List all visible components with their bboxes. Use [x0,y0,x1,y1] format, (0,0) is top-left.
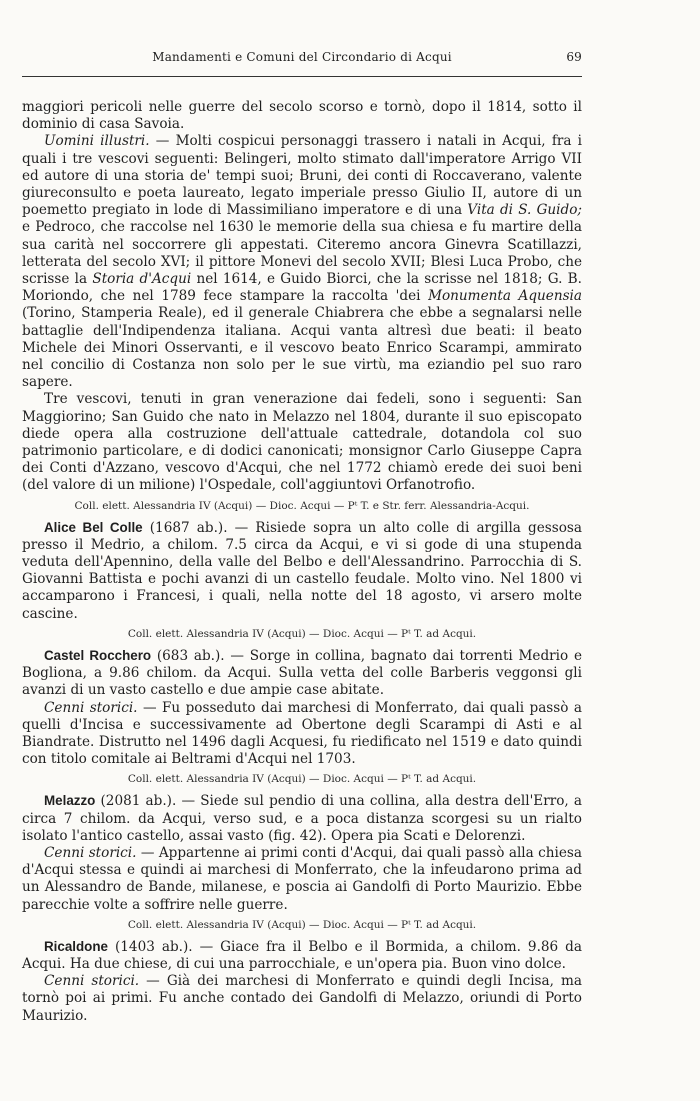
cenni-storici-paragraph: Cenni storici. — Fu posseduto dai marchesi di Monferrato, dai quali passò a quelli d'Incisa e successivamente ad Obertone degli Scarampi di Asti e al Biandrate. Distrutto nel 1496 dagli Acquesi, fu riedificato nel 1519 e dato quindi con titolo comitale ai Beltrami d'Acqui nel 1703. [22,699,582,768]
entry-castel-rocchero: Castel Rocchero (683 ab.). — Sorge in collina, bagnato dai torrenti Medrio e Bogliona, a 9.86 chilom. da Acqui. Sulla vetta del colle Barberis veggonsi gli avanzi di un vasto castello e due ampie case abitate. [22,647,582,699]
collegio-line: Coll. elett. Alessandria IV (Acqui) — Dioc. Acqui — Pᵗ T. ad Acqui. [127,918,477,931]
page-body [22,99,582,1025]
entry-name: Ricaldone [44,938,108,954]
header-rule [22,76,582,77]
collegio-line: Coll. elett. Alessandria IV (Acqui) — Dioc. Acqui — Pᵗ T. ad Acqui. [127,773,477,786]
uomini-illustri-paragraph: Uomini illustri. — Molti cospicui personaggi trassero i natali in Acqui, fra i quali i tre vescovi seguenti: Belingeri, molto stimato dall'imperatore Arrigo VII ed autore di una storia de' tempi suoi; Bruni, dei conti di Roccaverano, valente giureconsulto e poeta laureato, legato imperiale presso Giulio II, autore di un poemetto pregiato in lode di Massimiliano imperatore e di una Vita di S. Guido; e Pedroco, che raccolse nel 1630 le memorie della sua chiesa e fu martire della sua carità nel soccorrere gli appestati. Citeremo ancora Ginevra Scatillazzi, letterata del secolo XVI; il pittore Monevi del secolo XVII; Blesi Luca Probo, che scrisse la Storia d'Acqui nel 1614, e Guido Biorci, che la scrisse nel 1818; G. B. Moriondo, che nel 1789 fece stampare la raccolta 'dei Monumenta Aquensia (Torino, Stamperia Reale), ed il generale Chiabrera che ebbe a segnalarsi nelle battaglie dell'Indipendenza italiana. Acqui vanta altresì due beati: il beato Michele dei Minori Osservanti, e il vescovo beato Enrico Scarampi, ammirato nel concilio di Costanza non solo per le sue virtù, ma eziandio pel suo raro sapere. [22,133,582,391]
collegio-line: Coll. elett. Alessandria IV (Acqui) — Dioc. Acqui — Pᵗ T. ad Acqui. [127,627,477,640]
cenni-storici-paragraph: Cenni storici. — Appartenne ai primi conti d'Acqui, dai quali passò alla chiesa d'Acqui stessa e quindi ai marchesi di Monferrato, che la infeudarono prima ad un Alessandro de Bande, milanese, e poscia ai Gandolfi di Porto Maurizio. Ebbe parecchie volte a soffrire nelle guerre. [22,844,582,913]
entry-name: Castel Rocchero [44,647,152,663]
running-header [22,50,582,70]
entry-ricaldone: Ricaldone (1403 ab.). — Giace fra il Belbo e il Bormida, a chilom. 9.86 da Acqui. Ha due chiese, di cui una parrocchiale, e un'opera pia. Buon vino dolce. [22,938,582,972]
section-label: Uomini illustri. [44,133,150,150]
vescovi-paragraph: Tre vescovi, tenuti in gran venerazione dai fedeli, sono i seguenti: San Maggiorino; San Guido che nato in Melazzo nel 1804, durante il suo episcopato diede opera alla costruzione dell'attuale cattedrale, dotandola col suo patrimonio particolare, e di dodici canonicati; monsignor Carlo Giuseppe Capra dei Conti d'Azzano, vescovo d'Acqui, che nel 1772 chiamò erede dei suoi beni (del valore di un milione) l'Ospedale, coll'aggiuntovi Orfanotrofio. [22,391,582,494]
entry-alice-bel-colle: Alice Bel Colle (1687 ab.). — Risiede sopra un alto colle di argilla gessosa presso il Medrio, a chilom. 7.5 circa da Acqui, e vi si gode di una stupenda veduta dell'Apennino, della valle del Belbo e dell'Alessandrino. Parrocchia di S. Giovanni Battista e pochi avanzi di un castello feudale. Molto vino. Nel 1800 vi accamparono i Francesi, i quali, nella notte del 18 agosto, vi arsero molte cascine. [22,519,582,622]
header-title: Mandamenti e Comuni del Circondario di Acqui [152,50,452,64]
intro-paragraph: maggiori pericoli nelle guerre del secolo scorso e tornò, dopo il 1814, sotto il dominio di casa Savoia. [22,99,582,133]
entry-name: Alice Bel Colle [44,519,143,535]
cenni-storici-paragraph: Cenni storici. — Già dei marchesi di Monferrato e quindi degli Incisa, ma tornò poi ai primi. Fu anche contado dei Gandolfi di Melazzo, oriundi di Porto Maurizio. [22,973,582,1024]
entry-name: Melazzo [44,793,96,809]
entry-melazzo: Melazzo (2081 ab.). — Siede sul pendio di una collina, alla destra dell'Erro, a circa 7 chilom. da Acqui, verso sud, e a poca distanza scorgesi su un rialto isolato l'antico castello, assai vasto (fig. 42). Opera pia Scati e Delorenzi. [22,793,582,844]
collegio-line: Coll. elett. Alessandria IV (Acqui) — Dioc. Acqui — Pᵗ T. e Str. ferr. Alessandria-Acqui. [74,499,530,512]
page-number: 69 [566,50,582,64]
